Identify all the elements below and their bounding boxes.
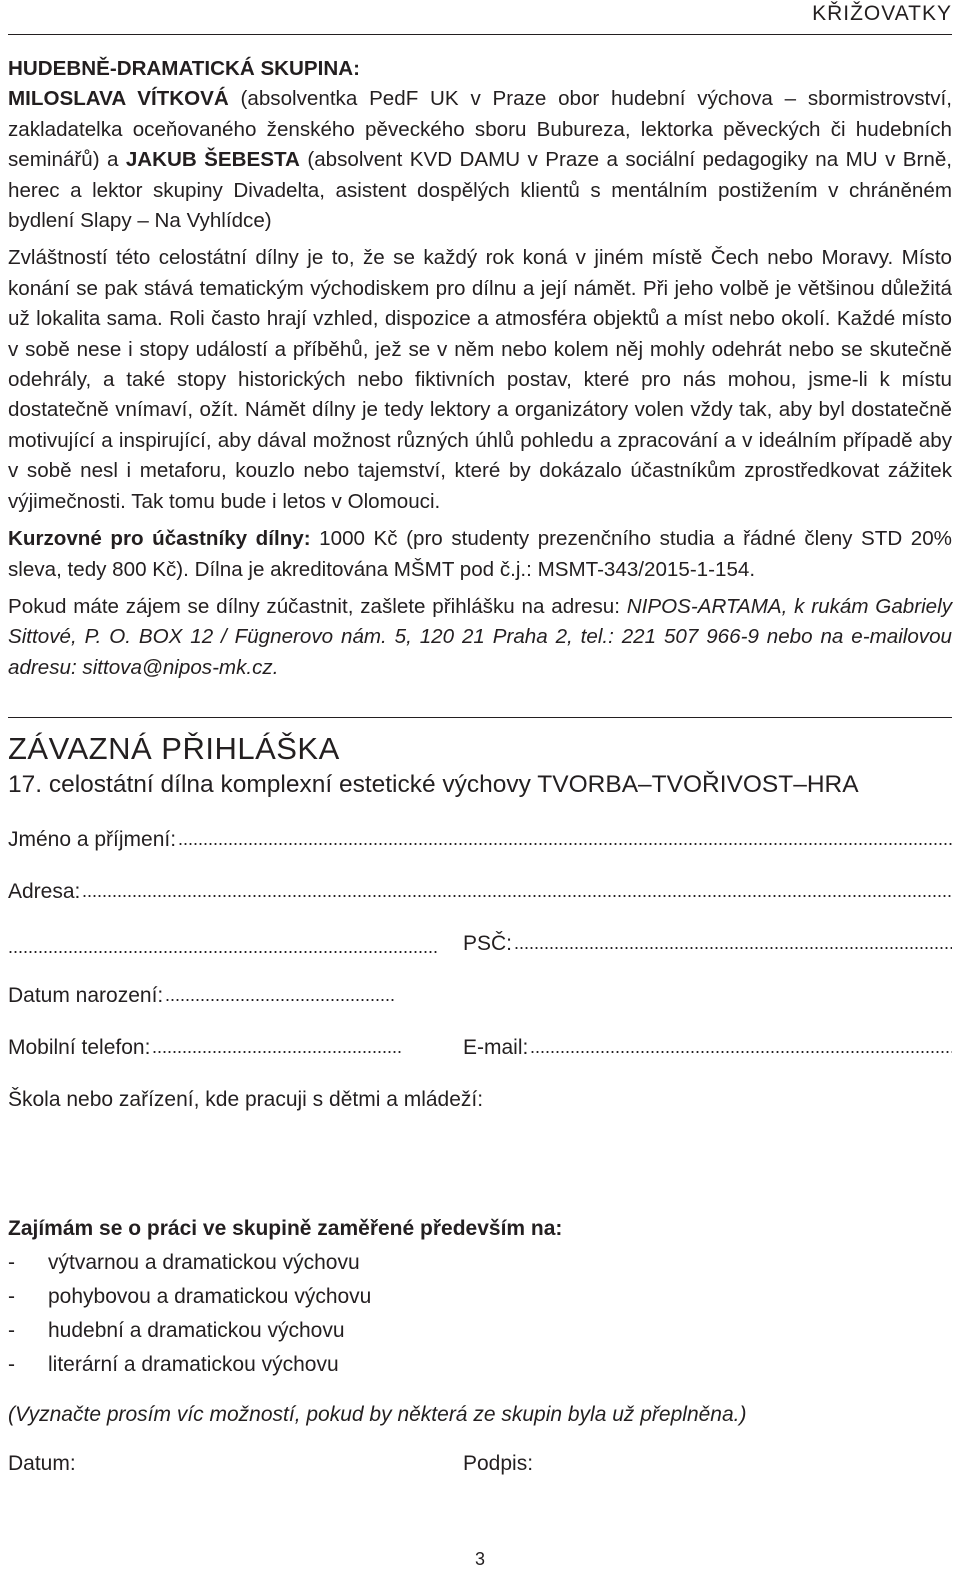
form-title: ZÁVAZNÁ PŘIHLÁŠKA [8,731,340,767]
school-label: Škola nebo zařízení, kde pracuji s dětmi a mládeží: [8,1088,484,1112]
lector-name-2: JAKUB ŠEBESTA [125,148,300,172]
phone-email-row [8,1036,952,1088]
contact-paragraph [8,592,952,683]
top-rule [8,34,952,35]
group-paragraph [8,54,952,236]
address-psc-row [8,932,952,984]
birth-label: Datum narození: [8,984,164,1008]
interest-option[interactable] [8,1348,952,1382]
option-label: pohybovou a dramatickou výchovu [48,1285,372,1309]
name-row [8,828,952,880]
signature-label: Podpis: [463,1452,534,1476]
fee-text: 1000 Kč (pro studenty prezenčního studia a řádné členy STD 20% sleva, tedy 800 Kč). Dílna je akreditována MŠMT pod č.j.: MSMT-343/2015-1-154. [8,527,952,581]
psc-label: PSČ: [463,932,513,956]
school-row [8,1088,952,1140]
contact-address: NIPOS-ARTAMA, k rukám Gabriely Sittové, P. O. BOX 12 / Fügnerovo nám. 5, 120 21 Praha 2, tel.: 221 507 966-9 nebo na e-mailovou adresu: sittova@nipos-mk.cz. [8,594,952,679]
form-divider [8,717,952,718]
interest-option[interactable] [8,1246,952,1280]
psc-field[interactable] [514,944,952,950]
option-label: hudební a dramatickou výchovu [48,1319,345,1343]
address-continuation-field[interactable] [8,932,438,954]
option-dash: - [8,1285,15,1309]
lector-bio-1: (absolventka PedF UK v Praze obor hudební výchova – sbormistrovství, zakladatelka oceňovaného ženského pěveckého sboru Bubureza, lektorka pěveckých či hudebních seminářů) a [8,87,952,172]
lector-name-1: MILOSLAVA VÍTKOVÁ [8,87,229,111]
contact-intro: Pokud máte zájem se dílny zúčastnit, zašlete přihlášku na adresu: [8,594,627,618]
email-label: E-mail: [463,1036,529,1060]
date-label: Datum: [8,1452,76,1476]
birth-field[interactable] [165,996,395,1002]
phone-field[interactable] [152,1048,402,1054]
fee-paragraph [8,524,952,585]
address-row [8,880,952,932]
name-label: Jméno a příjmení: [8,828,177,852]
lector-bio-2: (absolvent KVD DAMU v Praze a sociální pedagogiky na MU v Brně, herec a lektor skupiny Divadelta, asistent dospělých klientů s mentálním postižením v chráněném bydlení Slapy – Na Vyhlídce) [8,148,952,233]
page-number: 3 [474,1549,485,1569]
form-subtitle: 17. celostátní dílna komplexní estetické výchovy TVORBA–TVOŘIVOST–HRA [8,771,859,799]
option-label: výtvarnou a dramatickou výchovu [48,1251,360,1275]
email-field[interactable] [530,1048,952,1054]
address-label: Adresa: [8,880,81,904]
fee-label: Kurzovné pro účastníky dílny: [8,527,311,551]
address-field[interactable] [82,892,952,898]
article [8,54,952,1476]
option-dash: - [8,1251,15,1275]
option-dash: - [8,1353,15,1377]
signature-row [8,1452,952,1476]
interest-option[interactable] [8,1314,952,1348]
options-note: (Vyznačte prosím víc možností, pokud by některá ze skupin byla už přeplněna.) [8,1403,747,1427]
section-label: KŘIŽOVATKY [812,2,952,25]
name-field[interactable] [178,840,952,846]
interest-option[interactable] [8,1280,952,1314]
interest-heading: Zajímám se o práci ve skupině zaměřené především na: [8,1217,563,1241]
option-label: literární a dramatickou výchovu [48,1353,339,1377]
birth-row [8,984,952,1036]
phone-label: Mobilní telefon: [8,1036,151,1060]
description-paragraph: Zvláštností této celostátní dílny je to, že se každý rok koná v jiném místě Čech nebo Moravy. Místo konání se pak stává tematickým východiskem pro dílnu a její námět. Při jeho volbě je většinou důležitá už lokalita sama. Roli často hrají vzhled, dispozice a atmosféra objektů a míst nebo okolí. Každé místo v sobě nese i stopy událostí a příběhů, jež se v něm nebo kolem něj mohly odehrát nebo se skutečně odehrály, a také stopy historických nebo fiktivních postav, které pro nás mohou, jsme-li k místu dostatečně vnímaví, ožít. Námět dílny je tedy lektory a organizátory volen vždy tak, aby byl dostatečně motivující a inspirující, aby dával možnost různých úhlů pohledu a zpracování a v ideálním případě aby v sobě nesl i metaforu, kouzlo nebo tajemství, které by dokázalo účastníkům zprostředkovat zážitek výjimečnosti. Tak tomu bude i letos v Olomouci. [8,246,952,513]
group-heading: HUDEBNĚ-DRAMATICKÁ SKUPINA: [8,57,360,80]
option-dash: - [8,1319,15,1343]
